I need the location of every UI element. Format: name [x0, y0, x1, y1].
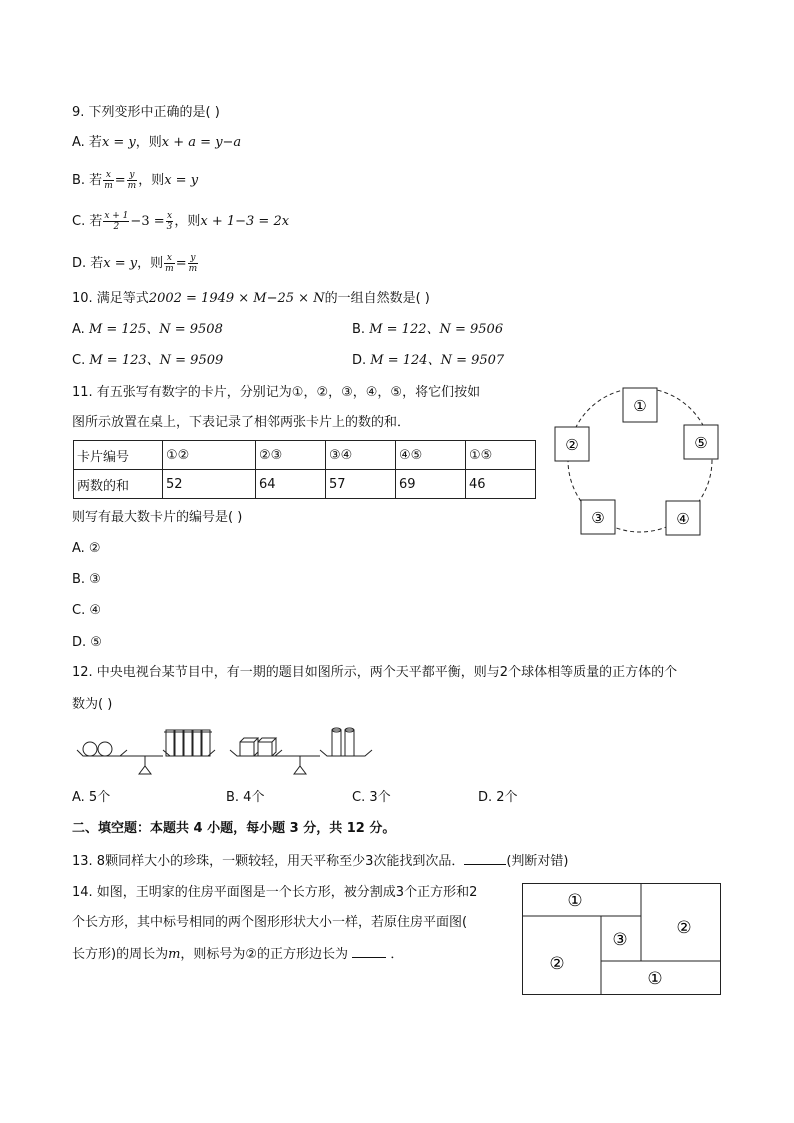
- q9-b-math2: x = y: [164, 173, 199, 188]
- table-cell: 46: [466, 470, 536, 499]
- region-label-3: ③: [612, 930, 628, 950]
- fraction-denominator: m: [165, 264, 174, 274]
- card-label: ⑤: [694, 434, 708, 452]
- q9-option-d: [72, 253, 199, 274]
- card-5: [684, 425, 718, 459]
- q9-c-prefix: C. 若: [72, 214, 103, 229]
- fraction-denominator: m: [104, 181, 113, 191]
- balance-2: [230, 728, 372, 774]
- region-label-1-top: ①: [567, 891, 583, 911]
- q10-b-math: M = 122、N = 9506: [369, 322, 504, 337]
- q13-text: 13. 8颗同样大小的珍珠，一颗较轻，用天平称至少3次能找到次品．: [72, 854, 465, 869]
- q9-c-math2: x + 1−3 = 2x: [200, 214, 290, 229]
- q11-option-d: D. ⑤: [72, 635, 102, 650]
- q10-b-label: B.: [352, 322, 366, 337]
- q11-sum-table: [73, 440, 536, 499]
- q9-a-math2: x + a = y−a: [161, 135, 242, 150]
- q10-d-label: D.: [352, 353, 367, 368]
- q11-line-2: 图所示放置在桌上，下表记录了相邻两张卡片上的数的和．: [72, 415, 411, 430]
- card-3: [581, 500, 615, 534]
- table-cell: ①⑤: [466, 441, 536, 470]
- q9-option-b: [72, 170, 198, 191]
- q14-line-3: [72, 945, 403, 964]
- q9-d-fraction-2: [188, 253, 199, 274]
- q10-stem-suffix: 的一组自然数是( ): [324, 291, 430, 306]
- fraction-numerator: x: [164, 253, 175, 264]
- q9-b-eq: =: [114, 173, 126, 188]
- q10-c-math: M = 123、N = 9509: [89, 353, 224, 368]
- table-cell: ④⑤: [396, 441, 466, 470]
- q14-var-m: m: [168, 947, 181, 962]
- fraction-numerator: x + 1: [104, 211, 129, 221]
- q9-c-fraction-2: [166, 211, 174, 232]
- card-label: ③: [591, 509, 605, 527]
- q10-stem-math: 2002 = 1949 × M−25 × N: [148, 291, 325, 306]
- q9-c-fraction-1: [103, 211, 129, 232]
- q10-stem-prefix: 10. 满足等式: [72, 291, 149, 306]
- q14-floor-plan: [522, 883, 722, 997]
- region-label-1-bottom: ①: [647, 969, 663, 989]
- card-label: ②: [565, 436, 579, 454]
- table-cell: 69: [396, 470, 466, 499]
- q10-d-math: M = 124、N = 9507: [370, 353, 505, 368]
- table-cell: ③④: [326, 441, 396, 470]
- table-cell: 52: [163, 470, 256, 499]
- q9-d-mid: ，则: [137, 256, 164, 271]
- q9-b-prefix: B. 若: [72, 173, 103, 188]
- q10-option-d: [352, 352, 504, 370]
- q9-a-mid: ，则: [135, 135, 162, 150]
- q9-b-fraction-1: [103, 170, 114, 191]
- card-1: [623, 388, 657, 422]
- q14-line-1: 14. 如图，王明家的住房平面图是一个长方形，被分割成3个正方形和2: [72, 885, 478, 900]
- q10-c-label: C.: [72, 353, 86, 368]
- q9-option-c: [72, 211, 289, 232]
- region-label-2-right: ②: [676, 918, 692, 938]
- q10-option-b: [352, 321, 503, 339]
- section-2-heading: 二、填空题：本题共 4 小题，每小题 3 分，共 12 分。: [72, 821, 396, 836]
- q11-question: 则写有最大数卡片的编号是( ): [72, 510, 243, 525]
- q11-line-1: 11. 有五张写有数字的卡片，分别记为①，②，③，④，⑤，将它们按如: [72, 385, 481, 400]
- fraction-denominator: 2: [113, 222, 120, 232]
- table-row: [74, 441, 536, 470]
- table-cell: 57: [326, 470, 396, 499]
- q9-b-mid: ，则: [138, 173, 165, 188]
- card-label: ④: [676, 510, 690, 528]
- q13: [72, 852, 569, 871]
- q9-d-prefix: D. 若: [72, 256, 104, 271]
- card-label: ①: [633, 397, 647, 415]
- q12-line-2: 数为( ): [72, 697, 113, 712]
- fraction-numerator: x: [103, 170, 114, 181]
- q10-a-math: M = 125、N = 9508: [88, 322, 223, 337]
- q13-answer-blank[interactable]: [464, 852, 506, 865]
- q12-option-b: B. 4个: [226, 790, 265, 805]
- q9-d-math1: x = y: [103, 256, 138, 271]
- q14-line3-prefix: 长方形)的周长为: [72, 947, 169, 962]
- fraction-denominator: m: [127, 181, 137, 191]
- fraction-numerator: y: [127, 170, 138, 181]
- q12-option-d: D. 2个: [478, 790, 518, 805]
- q10-a-label: A.: [72, 322, 85, 337]
- q11-option-b: B. ③: [72, 572, 101, 587]
- q12-option-a: A. 5个: [72, 790, 111, 805]
- q12-line-1: 12. 中央电视台某节目中，有一期的题目如图所示，两个天平都平衡，则与2个球体相等质量的正方体的个: [72, 665, 678, 680]
- q9-d-eq: =: [175, 256, 187, 271]
- q13-suffix: (判断对错): [506, 854, 569, 869]
- q14-line3-end: ．: [390, 947, 404, 962]
- table-cell: ①②: [163, 441, 256, 470]
- table-cell: 64: [256, 470, 326, 499]
- q9-b-fraction-2: [127, 170, 138, 191]
- table-cell: 卡片编号: [74, 441, 163, 470]
- q14-answer-blank[interactable]: [352, 945, 386, 958]
- q9-stem: 9. 下列变形中正确的是( ): [72, 105, 220, 120]
- fraction-denominator: 3: [166, 222, 173, 232]
- q9-a-math1: x = y: [101, 135, 136, 150]
- fraction-numerator: x: [166, 211, 173, 221]
- q10-option-a: [72, 321, 223, 339]
- q10-stem: [72, 290, 430, 308]
- card-4: [666, 501, 700, 535]
- q10-option-c: [72, 352, 223, 370]
- table-row: [74, 470, 536, 499]
- q11-option-a: A. ②: [72, 541, 101, 556]
- q12-balance-diagram: [75, 722, 375, 778]
- q9-option-a: [72, 134, 241, 152]
- q14-line-2: 个长方形，其中标号相同的两个图形形状大小一样，若原住房平面图(: [72, 915, 468, 930]
- table-cell: ②③: [256, 441, 326, 470]
- balance-1: [77, 730, 215, 774]
- q11-card-diagram: [545, 380, 735, 550]
- q14-line3-mid: ，则标号为②的正方形边长为: [180, 947, 349, 962]
- q9-c-mid: ，则: [174, 214, 201, 229]
- fraction-denominator: m: [188, 264, 198, 274]
- table-cell: 两数的和: [74, 470, 163, 499]
- region-label-2-left: ②: [549, 954, 565, 974]
- q9-d-fraction-1: [164, 253, 175, 274]
- q9-c-minus: −3 =: [130, 214, 165, 229]
- card-2: [555, 427, 589, 461]
- q9-a-prefix: A. 若: [72, 135, 102, 150]
- q11-option-c: C. ④: [72, 603, 101, 618]
- fraction-numerator: y: [188, 253, 199, 264]
- q12-option-c: C. 3个: [352, 790, 391, 805]
